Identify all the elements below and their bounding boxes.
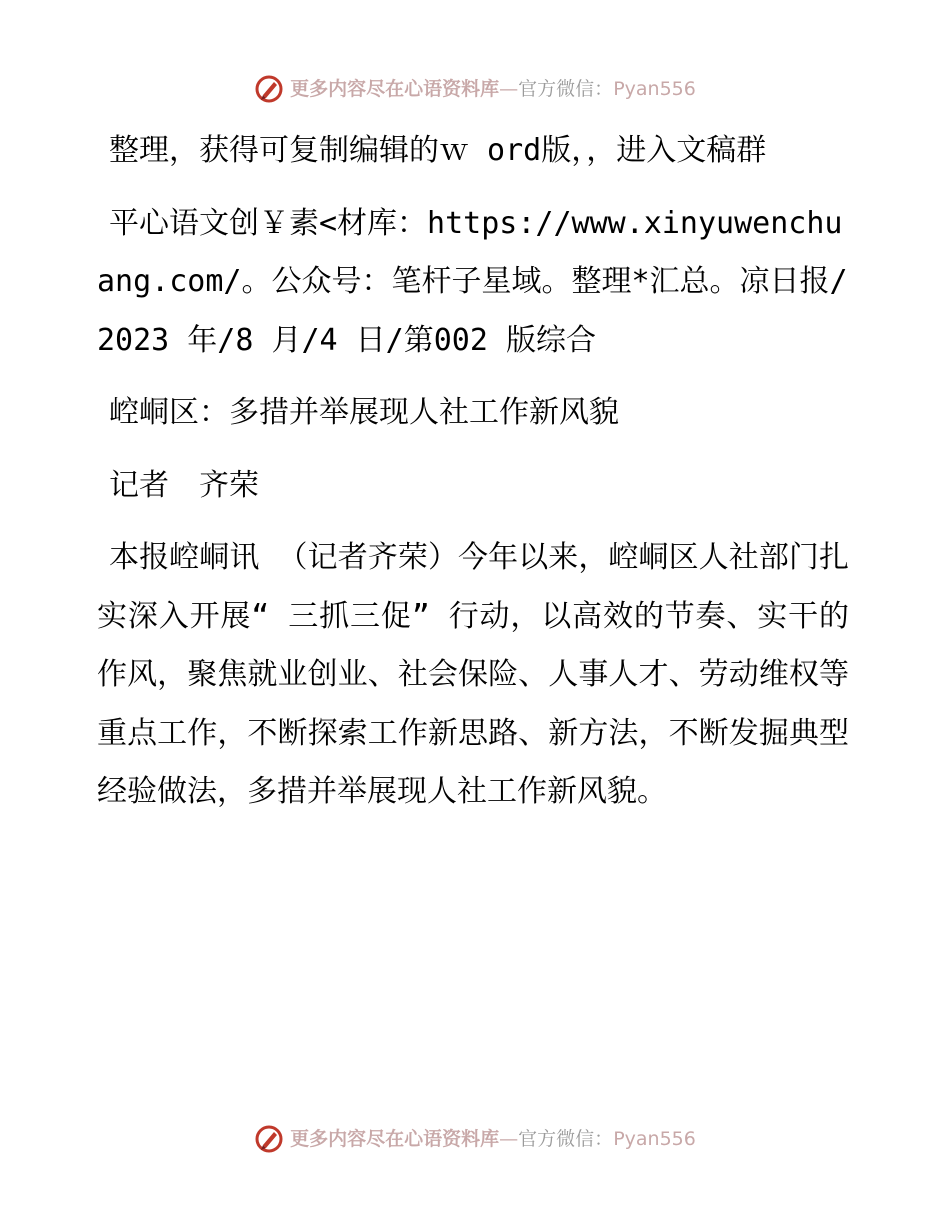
- wechat-id: Pyan556: [613, 78, 696, 100]
- header-watermark: [0, 74, 950, 104]
- watermark-separator: —: [499, 1128, 519, 1150]
- wechat-label: 官方微信：: [518, 78, 614, 100]
- wechat-label: 官方微信：: [518, 1128, 614, 1150]
- wechat-id: Pyan556: [613, 1128, 696, 1150]
- document-body: [97, 122, 857, 836]
- pen-logo-icon: [254, 1124, 284, 1154]
- pen-logo-icon: [254, 74, 284, 104]
- source-paragraph: 平心语文创￥素<材库：https://www.xinyuwenchuang.com/。公众号：笔杆子星域。整理*汇总。凉日报/2023 年/8 月/4 日/第002 版综合: [97, 205, 848, 358]
- watermark-separator: —: [499, 78, 519, 100]
- article-body: 本报崆峒讯 （记者齐荣）今年以来，崆峒区人社部门扎实深入开展“ 三抓三促” 行动，以高效的节奏、实干的作风，聚焦就业创业、社会保险、人事人才、劳动维权等重点工作，不断探索工作新思路、新方法，不断发掘典型经验做法，多措并举展现人社工作新风貌。: [97, 540, 849, 809]
- watermark-text: 更多内容尽在心语资料库: [290, 78, 500, 100]
- watermark-text: 更多内容尽在心语资料库: [290, 1128, 500, 1150]
- footer-watermark: [0, 1124, 950, 1154]
- article-byline: 记者 齐荣: [109, 467, 259, 503]
- article-headline: 崆峒区：多措并举展现人社工作新风貌: [109, 395, 619, 430]
- intro-paragraph: 整理，获得可复制编辑的ｗ ord版，，进入文稿群: [109, 133, 767, 168]
